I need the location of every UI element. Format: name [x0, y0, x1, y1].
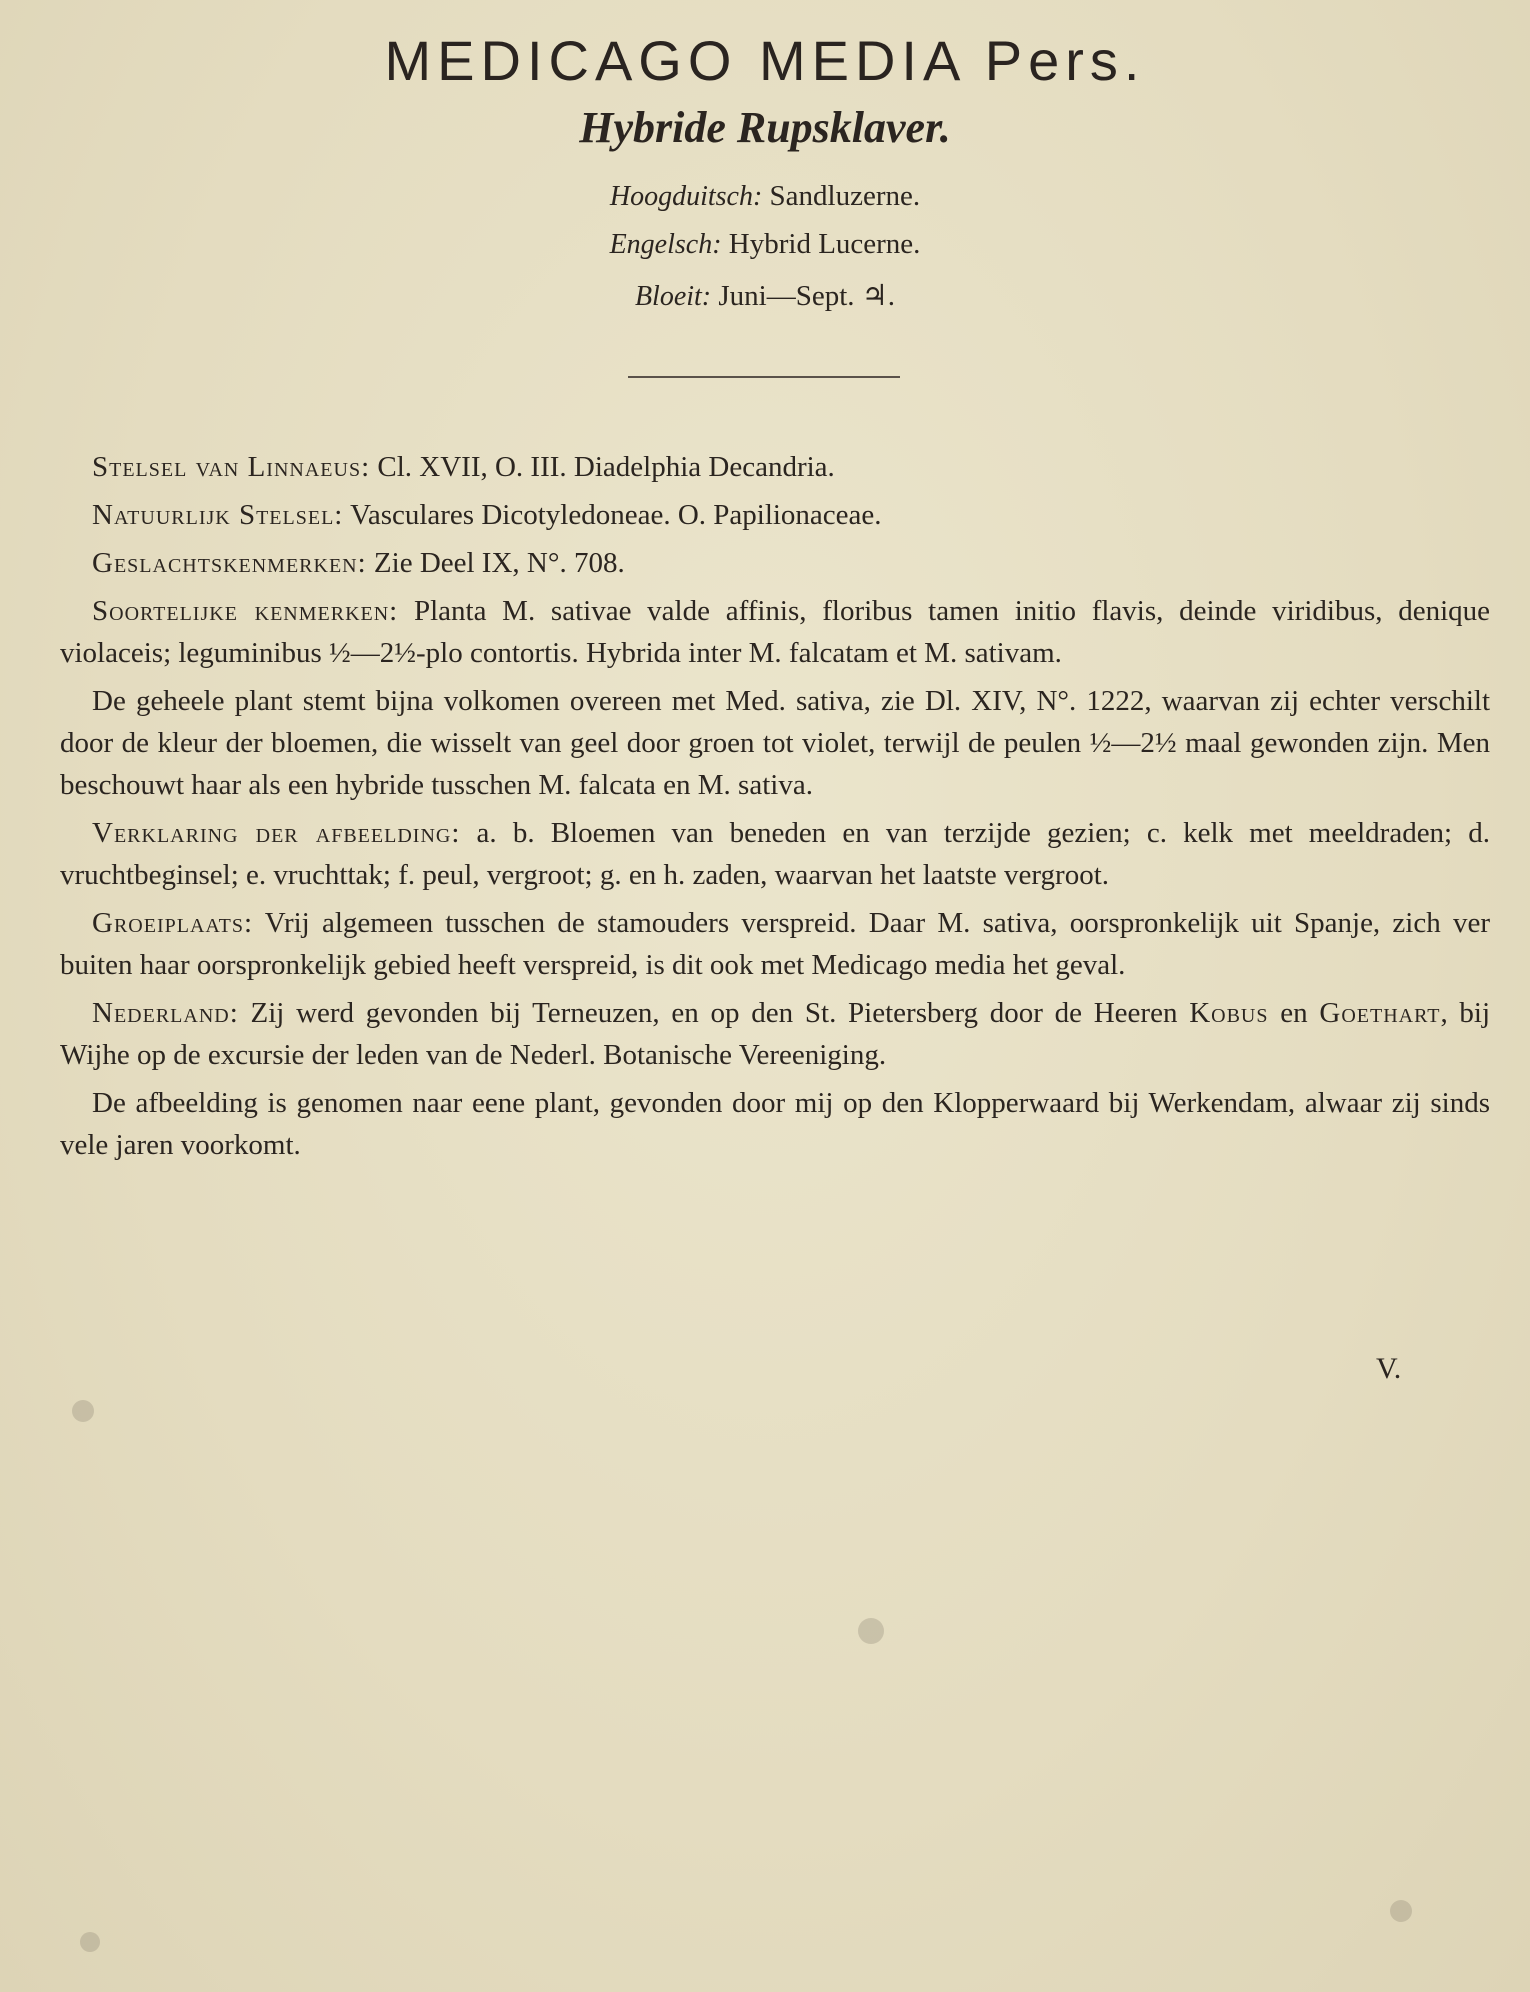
flowering-label: Bloeit:	[634, 281, 712, 312]
collector-kobus: Kobus	[1189, 997, 1269, 1029]
paper-spot	[72, 1400, 94, 1422]
linnaeus-paragraph	[60, 446, 1490, 488]
divider-rule	[628, 376, 900, 378]
dutch-name: Hybride Rupsklaver.	[579, 103, 951, 152]
paper-spot	[1390, 1900, 1412, 1922]
german-name-line	[0, 180, 1530, 213]
illustration-source-paragraph: De afbeelding is genomen naar eene plant, gevonden door mij op den Klopperwaard bij Werkendam, alwaar zij sinds vele jaren voorkomt.	[60, 1087, 1490, 1161]
author-signature: V.	[1376, 1352, 1402, 1385]
netherlands-paragraph	[60, 992, 1490, 1076]
german-label: Hoogduitsch:	[609, 181, 763, 212]
linnaeus-text: Cl. XVII, O. III. Diadelphia Decandria.	[377, 451, 835, 483]
habitat-paragraph	[60, 902, 1490, 986]
figure-explanation-paragraph	[60, 812, 1490, 896]
figure-explanation-label: Verklaring der afbeelding:	[92, 817, 461, 849]
english-name-line	[0, 228, 1530, 261]
description-body	[60, 446, 1490, 1172]
linnaeus-label: Stelsel van Linnaeus:	[92, 451, 371, 483]
habitat-text: Vrij algemeen tusschen de stamouders verspreid. Daar M. sativa, oorspronkelijk uit Spanje, zich ver buiten haar oorspronkelijk gebied heeft verspreid, is dit ook met Medicago media het geval.	[60, 907, 1491, 981]
genus-label: Geslachtskenmerken:	[92, 547, 367, 579]
species-title: MEDICAGO MEDIA Pers.	[384, 29, 1146, 92]
natural-system-text: Vasculares Dicotyledoneae. O. Papilionaceae.	[350, 499, 882, 531]
german-value: Sandluzerne.	[769, 180, 921, 212]
netherlands-label: Nederland:	[92, 997, 239, 1029]
natural-system-label: Natuurlijk Stelsel:	[92, 499, 344, 531]
english-value: Hybrid Lucerne.	[728, 228, 921, 260]
paper-spot	[858, 1618, 884, 1644]
collector-goethart: Goethart	[1319, 997, 1441, 1029]
species-characters-label: Soortelijke kenmerken:	[92, 595, 399, 627]
paper-spot	[80, 1932, 100, 1952]
flowering-value: Juni—Sept. ♃.	[718, 280, 896, 312]
species-characters-paragraph	[60, 590, 1490, 674]
species-characters-text: Planta M. sativae valde affinis, floribus tamen initio flavis, deinde viridibus, denique violaceis; leguminibus ½—2½-plo contortis. Hybrida inter M. falcatam et M. sativam.	[60, 595, 1491, 669]
genus-paragraph	[60, 542, 1490, 584]
netherlands-text-1: Zij werd gevonden bij Terneuzen, en op den St. Pietersberg door de Heeren	[250, 997, 1178, 1029]
natural-system-paragraph	[60, 494, 1490, 536]
description-paragraph: De geheele plant stemt bijna volkomen overeen met Med. sativa, zie Dl. XIV, N°. 1222, waarvan zij echter verschilt door de kleur der bloemen, die wisselt van geel door groen tot violet, terwijl de peulen ½—2½ maal gewonden zijn. Men beschouwt haar als een hybride tusschen M. falcata en M. sativa.	[60, 685, 1490, 801]
figure-explanation-text: a. b. Bloemen van beneden en van terzijde gezien; c. kelk met meeldraden; d. vruchtbeginsel; e. vruchttak; f. peul, vergroot; g. en h. zaden, waarvan het laatste vergroot.	[60, 817, 1491, 891]
genus-text: Zie Deel IX, N°. 708.	[373, 547, 625, 579]
habitat-label: Groeiplaats:	[92, 907, 254, 939]
netherlands-and: en	[1280, 997, 1308, 1029]
netherlands-text-2: , bij Wijhe op de excursie der leden van de Nederl. Botanische Vereeniging.	[60, 997, 1491, 1071]
flowering-line	[0, 278, 1530, 313]
english-label: Engelsch:	[609, 229, 722, 260]
